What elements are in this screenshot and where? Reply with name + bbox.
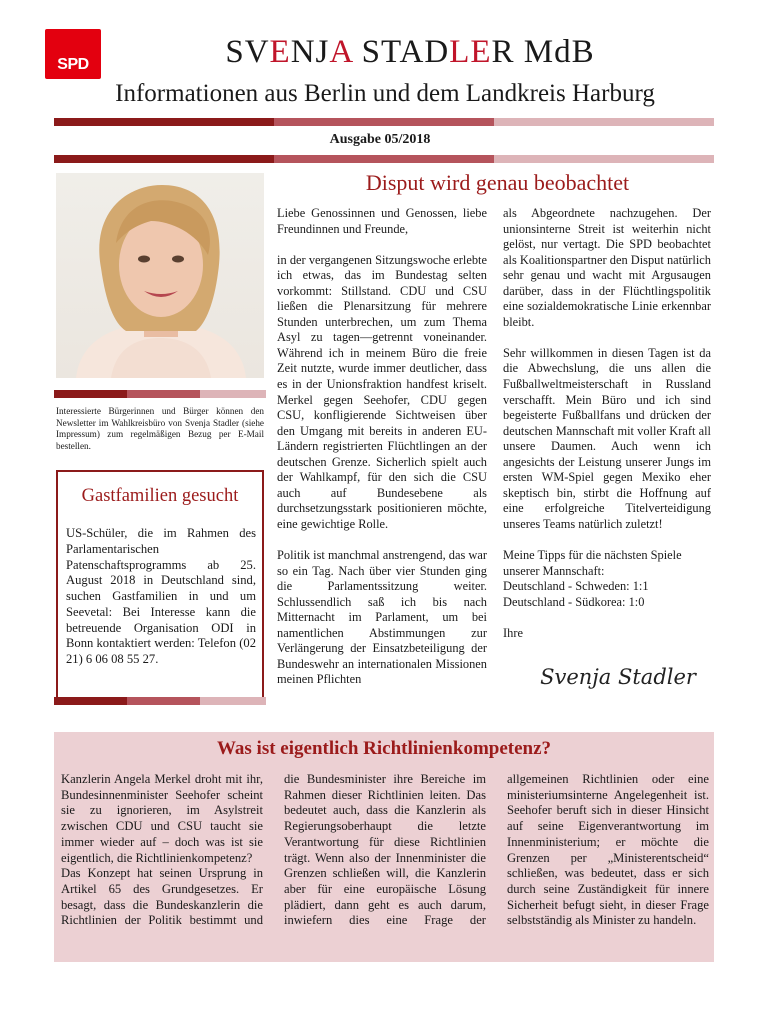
tip-item: Deutschland - Schweden: 1:1 [503, 579, 649, 594]
title-part: SV [225, 34, 270, 70]
portrait-photo [56, 173, 264, 378]
panel-paragraph: Das Konzept hat seinen Ursprung in Artikel 65 des Grundgesetzes. Er besagt, dass die Bundeskanzlerin die Richtlinien der Politik bestimmt und die Bundesminister ihre Bereiche im Rahmen dieser Richtlinien leiten. Das bedeutet auch, dass die Kanzlerin als Regierungsoberhaupt die letzte Verantwortung für diese Richtlinien trägt. Wenn also der Innenminister die Grenzen schließen will, die Kanzlerin aber für eine europäische Lösung plädiert, dann geht es auch darum, inwiefern dies eine Frage der allgemeinen Richtlinien oder eine ministeriumsinterne Angelegenheit ist. Seehofer beruft sich in dieser Hinsicht auf seine Eigenverantwortung im Innenministerium; er möchte die Grenzen per „Ministerentscheid“ schließen, was bedeutet, dass er sich durch seine Zuständigkeit für innere Sicherheit befugt sieht, in dieser Frage selbstständig als Minister zu handeln. [61, 772, 709, 928]
info-box-title: Gastfamilien gesucht [81, 486, 239, 506]
panel-paragraph: Kanzlerin Angela Merkel droht mit ihr, Bundesinnenminister Seehofer scheint sie zu ignorieren, im Asylstreit zwischen CDU und CSU taucht sie immer wieder auf – doch was ist sie eigentlich, die Richtlinienkompetenz? [61, 772, 263, 865]
signature [540, 658, 696, 698]
article-column-1 [277, 206, 487, 704]
signature-image [540, 658, 696, 698]
article-title: Disput wird genau beobachtet [365, 170, 630, 195]
spd-logo-text: SPD [57, 56, 89, 73]
article-paragraph: Liebe Genossinnen und Genossen, liebe Freundinnen und Freunde, [277, 206, 487, 236]
divider-bar [54, 390, 127, 398]
title-part: NJ [290, 34, 330, 70]
divider-bar [200, 390, 266, 398]
divider-bar [127, 697, 200, 705]
info-panel-title: Was ist eigentlich Richtlinienkompetenz? [216, 738, 552, 759]
tips-block [503, 548, 711, 610]
divider-bar [494, 155, 714, 163]
title-part: R MdB [491, 34, 595, 70]
title-part: A [329, 34, 353, 70]
closing: Ihre [503, 625, 523, 640]
issue-label: Ausgabe 05/2018 [329, 132, 431, 147]
article-paragraph: Sehr willkommen in diesen Tagen ist da die Abwechslung, die uns allen die Fußballweltmeisterschaft in Russland verschafft. Mein Büro und ich sind begeisterte Fußballfans und drücken der deutschen Mannschaft mit voller Kraft all unsere Daumen. Auch wenn ich angesichts der Leistung unserer Jungs im ersten WM-Spiel gegen Mexiko eher skeptisch bin, stirbt die Hoffnung auf eine erfolgreiche Titelverteidigung unseres Teams natürlich zuletzt! [503, 345, 711, 531]
article-paragraph: Politik ist manchmal anstrengend, das war so ein Tag. Nach über vier Stunden ging die Parlamentssitzung weiter. Schlussendlich saß ich bis nach Mitternacht im Parlament, um bei namentlichen Abstimmungen zur Verlängerung der Einsatzbeteiligung der Bundeswehr an internationalen Missionen meinen Pflichten [277, 548, 487, 687]
panel-columns [61, 772, 709, 952]
title-part: STAD [352, 34, 450, 70]
article-column-2 [503, 206, 711, 657]
tip-item: Deutschland - Südkorea: 1:0 [503, 594, 645, 609]
divider-bar [274, 118, 494, 126]
title-part: E [470, 34, 492, 70]
newsletter-subtitle: Informationen aus Berlin und dem Landkreis Harburg [115, 80, 655, 107]
divider-bar [127, 390, 200, 398]
divider-bar [494, 118, 714, 126]
divider-bar [274, 155, 494, 163]
photo-caption: Interessierte Bürgerinnen und Bürger können den Newsletter im Wahlkreisbüro von Svenja Stadler (siehe Impressum) zum regelmäßigen Bezug per E-Mail bestellen. [56, 406, 264, 451]
divider-bar [54, 697, 127, 705]
article-paragraph: als Abgeordnete nachzugehen. Der unionsinterne Streit ist weiterhin nicht gelöst, nur vertagt. Die SPD beobachtet als Koalitionspartner den Disput natürlich sehr genau und wacht mit Argusaugen darüber, dass in der Flüchtlingspolitik eine sozialdemokratische Linie erkennbar bleibt. [503, 206, 711, 329]
tips-intro: Meine Tipps für die nächsten Spiele unserer Mannschaft: [503, 548, 682, 578]
divider-bar [200, 697, 266, 705]
title-part: E [269, 34, 291, 70]
info-box-text: US-Schüler, die im Rahmen des Parlamentarischen Patenschaftsprogramms ab 25. August 2018 in Deutschland sind, suchen Gastfamilien in und um Seevetal: Bei Interesse kann die betreuende Organisation ODI in Bonn kontaktiert werden: Telefon (02 21) 6 06 08 55 27. [66, 526, 256, 666]
divider-bar [54, 118, 274, 126]
divider-bar [54, 155, 274, 163]
article-paragraph: in der vergangenen Sitzungswoche erlebte ich etwas, das im Bundestag selten vorkommt: Stillstand. CDU und CSU ließen die Plenarsitzung für mehrere Stunden unterbrechen, um zum Thema Asyl zu tagen—getrennt voneinander. Während ich in meinem Büro die freie Zeit nutzte, wurde immer deutlicher, dass es in der Unionsfraktion handfest kriselt. Merkel gegen Seehofer, CDU gegen CSU, konfligierende Sichtweisen über den Umgang mit bereits in anderen EU-Ländern registrierten Flüchtlingen an der deutschen Grenze. Sicherlich spielt auch der Wahlkampf, für den sich die CSU auch auf Bundesebene als durchsetzungsstark positionieren möchte, eine gewichtige Rolle. [277, 252, 487, 531]
newsletter-title [110, 34, 710, 71]
title-part: L [449, 34, 471, 70]
signature-text: Svenja Stadler [540, 665, 696, 689]
portrait-illustration [56, 173, 264, 378]
